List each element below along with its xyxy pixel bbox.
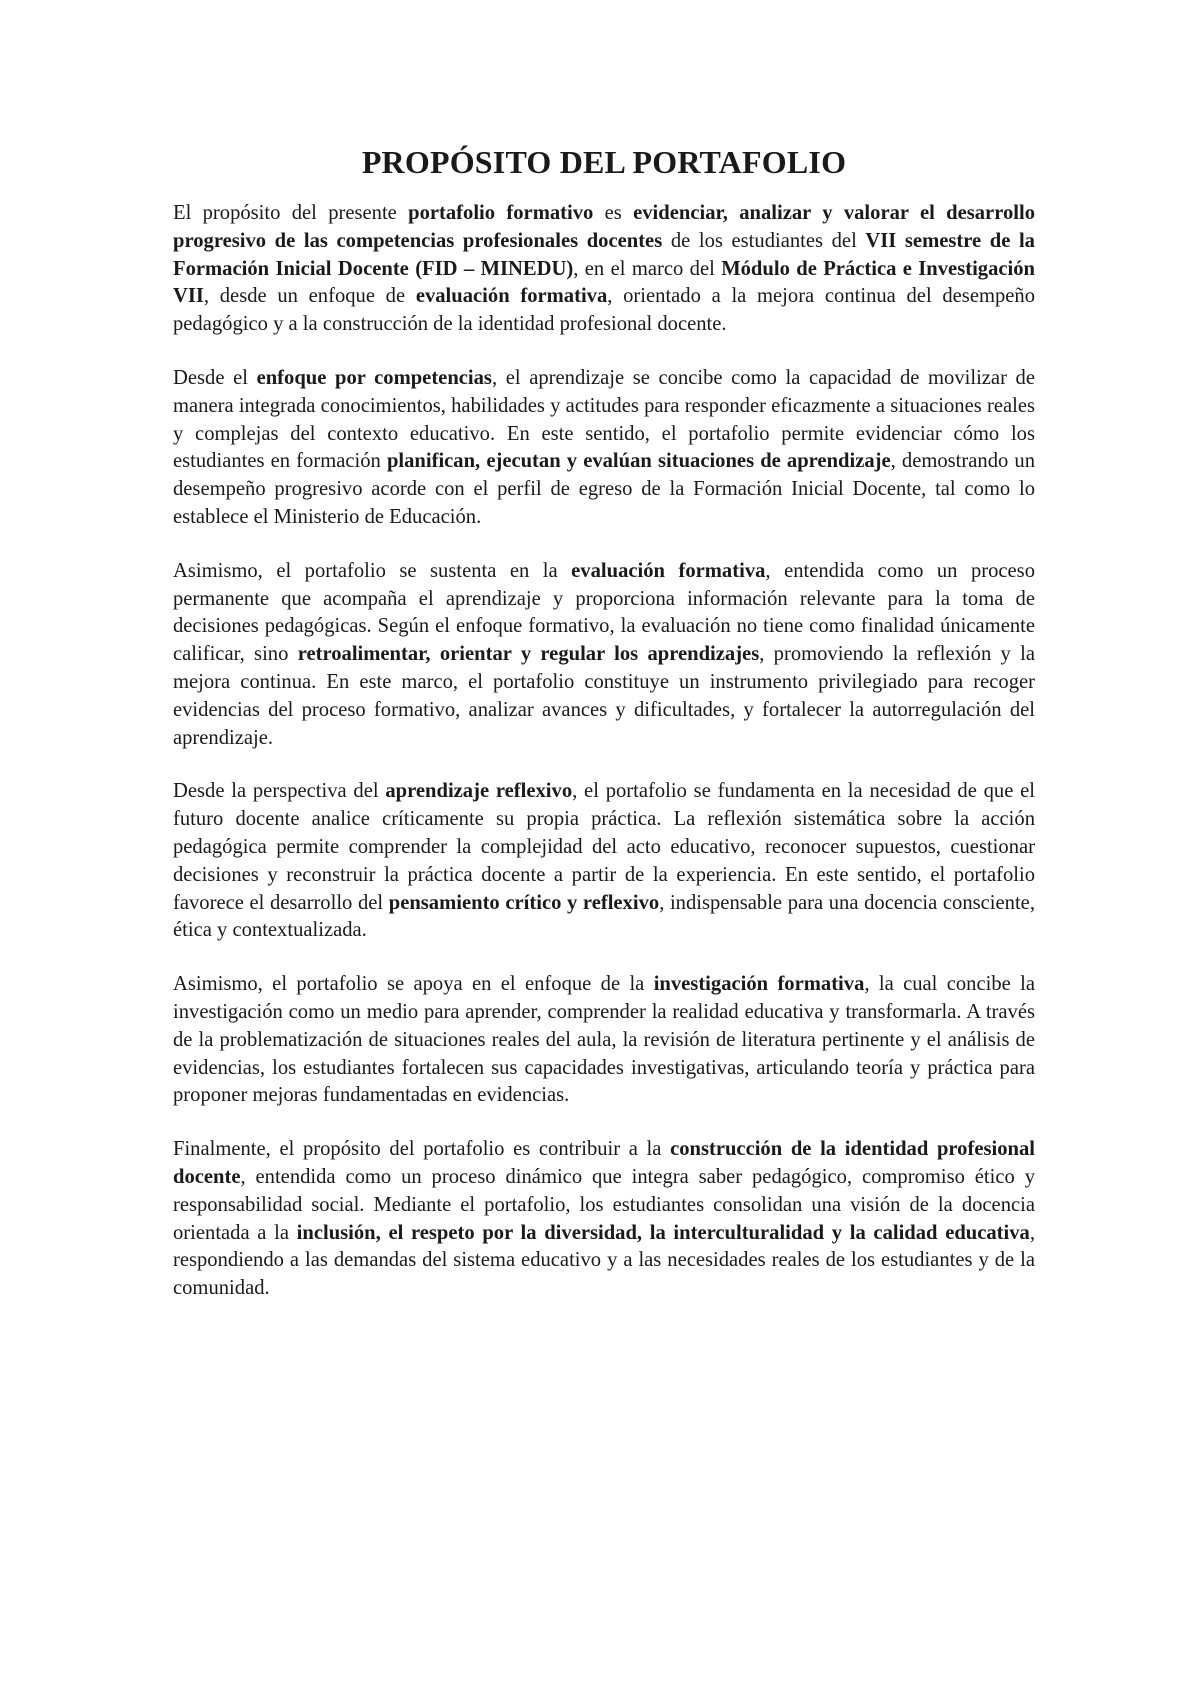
text-run: El propósito del presente (173, 202, 409, 224)
body-paragraph (173, 778, 1035, 945)
text-run: Desde el (173, 366, 257, 389)
emphasis-text: VII semestre de la Formación Inicial Docente (FID – MINEDU) (173, 229, 1035, 280)
text-run: , entendida como un proceso permanente que acompaña el aprendizaje y proporciona información relevante para la toma de decisiones pedagógicas. Según el enfoque formativo, la evaluación no tiene como finalidad únicamente calificar, sino (173, 559, 1035, 666)
document-body (173, 200, 1035, 1303)
emphasis-text: evaluación formativa (571, 559, 766, 582)
text-run: Desde la perspectiva del (173, 780, 386, 803)
body-paragraph (173, 200, 1035, 339)
emphasis-text: pensamiento crítico y reflexivo (388, 891, 660, 914)
text-run: , en el marco del (573, 257, 722, 280)
text-run: de los estudiantes del (662, 229, 866, 252)
emphasis-text: investigación formativa (653, 973, 865, 996)
body-paragraph (173, 558, 1035, 753)
text-run: Finalmente, el propósito del portafolio es contribuir a la (173, 1138, 671, 1161)
emphasis-text: construcción de la identidad profesional docente (173, 1138, 1035, 1188)
text-run: Asimismo, el portafolio se apoya en el enfoque de la (173, 973, 654, 996)
text-run: , respondiendo a las demandas del sistema educativo y a las necesidades reales de los estudiantes y de la comunidad. (173, 1221, 1036, 1300)
text-run: , demostrando un desempeño progresivo acorde con el perfil de egreso de la Formación Inicial Docente, tal como lo establece el Ministerio de Educación. (173, 450, 1035, 528)
body-paragraph (173, 365, 1035, 532)
text-run: , el portafolio se fundamenta en la necesidad de que el futuro docente analice críticamente su propia práctica. La reflexión sistemática sobre la acción pedagógica permite comprender la complejidad del acto educativo, reconocer supuestos, cuestionar decisiones y reconstruir la práctica docente a partir de la experiencia. En este sentido, el portafolio favorece el desarrollo del (173, 780, 1035, 914)
emphasis-text: Módulo de Práctica e Investigación VII (173, 257, 1035, 308)
emphasis-text: evaluación formativa (415, 285, 608, 308)
text-run: es (593, 202, 634, 224)
emphasis-text: planifican, ejecutan y evalúan situaciones de aprendizaje (386, 450, 891, 473)
emphasis-text: evidenciar, analizar y valorar el desarrollo progresivo de las competencias profesionales docentes (173, 202, 1035, 252)
text-run: , el aprendizaje se concibe como la capacidad de movilizar de manera integrada conocimientos, habilidades y actitudes para responder eficazmente a situaciones reales y complejas del contexto educativo. En este sentido, el portafolio permite evidenciar cómo los estudiantes en formación (173, 366, 1035, 473)
text-run: , entendida como un proceso dinámico que integra saber pedagógico, compromiso ético y responsabilidad social. Mediante el portafolio, los estudiantes consolidan una visión de la docencia orientada a la (173, 1165, 1035, 1244)
text-run: , orientado a la mejora continua del desempeño pedagógico y a la construcción de la identidad profesional docente. (173, 285, 1036, 336)
body-paragraph (173, 1136, 1035, 1303)
emphasis-text: enfoque por competencias (256, 366, 492, 389)
emphasis-text: portafolio formativo (408, 202, 594, 224)
emphasis-text: retroalimentar, orientar y regular los aprendizajes (297, 643, 760, 666)
text-run: Asimismo, el portafolio se sustenta en la (173, 559, 572, 582)
text-run: , la cual concibe la investigación como un medio para aprender, comprender la realidad educativa y transformarla. A través de la problematización de situaciones reales del aula, la revisión de literatura pertinente y el análisis de evidencias, los estudiantes fortalecen sus capacidades investigativas, articulando teoría y práctica para proponer mejoras fundamentadas en evidencias. (173, 973, 1035, 1107)
text-run: , indispensable para una docencia consciente, ética y contextualizada. (173, 891, 1035, 942)
page-title: PROPÓSITO DEL PORTAFOLIO (361, 144, 847, 180)
emphasis-text: aprendizaje reflexivo (385, 780, 573, 803)
emphasis-text: inclusión, el respeto por la diversidad, la interculturalidad y la calidad educativa (296, 1221, 1030, 1244)
body-paragraph (173, 971, 1035, 1110)
text-run: , desde un enfoque de (203, 285, 416, 308)
text-run: , promoviendo la reflexión y la mejora continua. En este marco, el portafolio constituye un instrumento privilegiado para recoger evidencias del proceso formativo, analizar avances y dificultades, y fortalecer la autorregulación del aprendizaje. (173, 643, 1035, 749)
